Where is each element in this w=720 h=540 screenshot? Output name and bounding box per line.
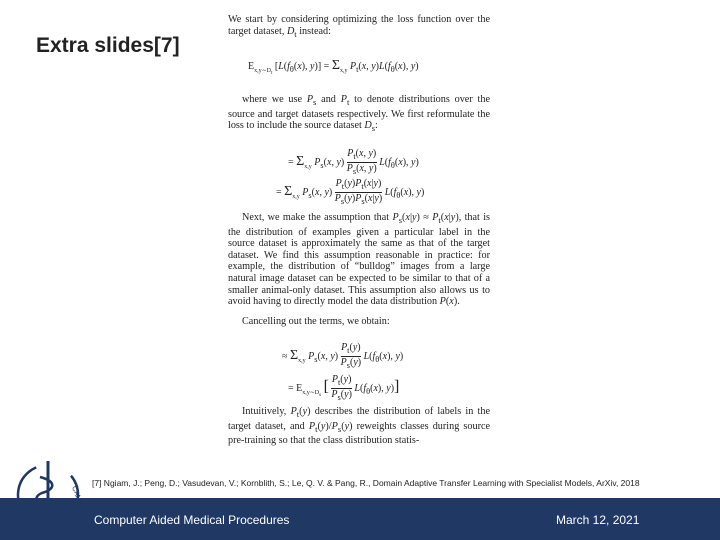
equation-2b: = $\Sigma_{x,y}$ $P_s(x$, y) $\frac{P_t(y)P_t(x|y)}{P_s(y)P_s(x|y)}$ $L(f_\theta(x)$, y) <box>276 178 425 206</box>
equation-1: $E_{x,y\sim D_t}$ [$L(f_\theta(x)$, $y)] = \Sigma_{x,y}$ $P_t(x$, $y)L(f_\theta(x)$, y) <box>248 58 419 77</box>
footer-date: March 12, 2021 <box>556 513 640 527</box>
camp-logo-icon <box>12 455 92 535</box>
slide-title: Extra slides[7] <box>36 34 180 57</box>
paragraph-2: where we use $P_s$ and $P_t$ to denote distributions over the source and target datasets respectively. We first reformulate the loss to include the source dataset $D_s$: <box>228 94 490 134</box>
equation-3a: ≈ $\Sigma_{x,y}$ $P_s(x$, y) $\frac{P_t(y)}{P_s(y)}$ $L(f_\theta(x)$, y) <box>282 342 404 370</box>
paragraph-3: Next, we make the assumption that $P_s(x|y) \approx P_t(x|y)$, that is the distribution of examples given a particular label in the source dataset is approximately the same as that of the target dataset. We find this assumption reasonable in practice: for example, the distribution of “bulldog” images from a large natural image dataset can be expected to be similar to that of a smaller animal-only dataset. This assumption also allows us to avoid having to directly model the data distribution P(x). <box>228 212 490 308</box>
equation-3b: = $E_{x,y\sim D_s}$ [ $\frac{P_t(y)}{P_s(y)}$ $L(f_\theta(x)$, y)] <box>288 374 400 402</box>
logo-text: CAMP <box>70 485 84 507</box>
paragraph-5: Intuitively, $P_t(y)$ describes the distribution of labels in the target dataset, and $P_t(y)/P_s(y)$ reweights classes during source pre-training so that the class distribution statis- <box>228 406 491 447</box>
footer-org-name: Computer Aided Medical Procedures <box>94 513 290 527</box>
equation-2a: = $\Sigma_{x,y}$ $P_s(x$, y) $\frac{P_t(x, y)}{P_s(x, y)}$ $L(f_\theta(x)$, y) <box>288 148 419 176</box>
reference-citation: [7] Ngiam, J.; Peng, D.; Vasudevan, V.; Kornblith, S.; Le, Q. V. & Pang, R., Domain Adaptive Transfer Learning with Specialist Models, ArXiv, 2018 <box>92 478 640 488</box>
paragraph-1-text: We start by considering optimizing the loss function over the target dataset, $D_t$ instead: <box>228 14 490 39</box>
paragraph-1 <box>228 14 490 40</box>
paragraph-4: Cancelling out the terms, we obtain: <box>242 316 390 327</box>
paper-excerpt <box>228 14 491 447</box>
